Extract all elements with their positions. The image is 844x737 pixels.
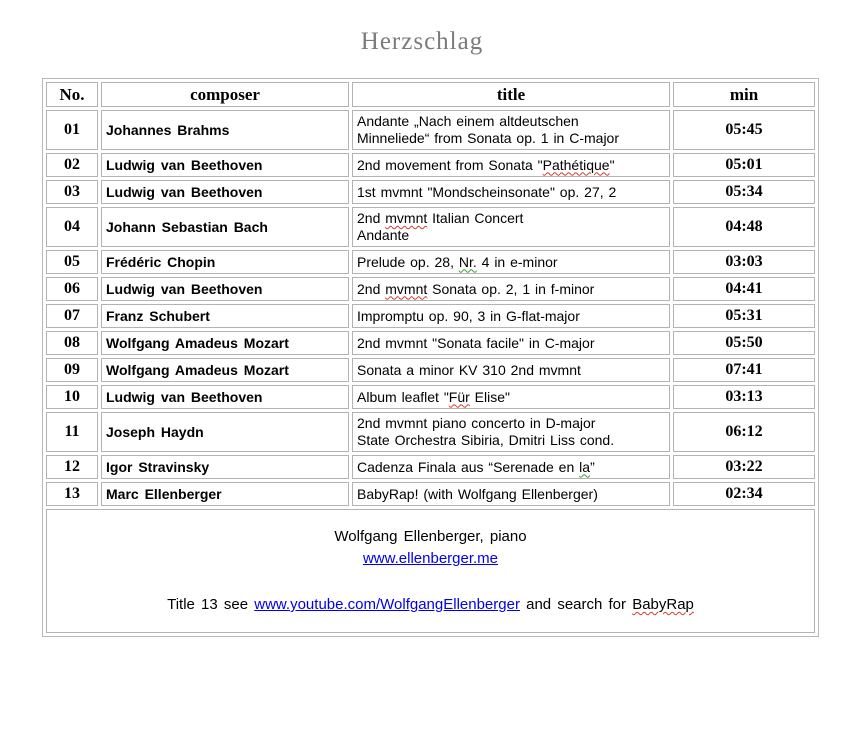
track-title-line	[357, 157, 665, 174]
track-composer: Wolfgang Amadeus Mozart	[101, 358, 349, 382]
track-row	[46, 455, 815, 479]
track-title	[352, 358, 670, 382]
track-no: 12	[46, 455, 98, 479]
track-title-line	[357, 227, 665, 244]
track-no: 11	[46, 412, 98, 452]
track-title-line	[357, 130, 665, 147]
track-no: 02	[46, 153, 98, 177]
track-min: 03:03	[673, 250, 815, 274]
track-title	[352, 250, 670, 274]
ellenberger-site-link[interactable]: www.ellenberger.me	[362, 550, 499, 567]
track-row	[46, 153, 815, 177]
track-table-footer	[46, 509, 815, 633]
title-text: Prelude op. 28,	[357, 253, 459, 270]
track-min: 02:34	[673, 482, 815, 506]
track-composer: Igor Stravinsky	[101, 455, 349, 479]
track-title-line	[357, 459, 665, 476]
track-row	[46, 110, 815, 150]
track-composer: Ludwig van Beethoven	[101, 180, 349, 204]
title-text: Elise"	[469, 388, 511, 405]
title-text: Italian Concert	[427, 210, 524, 226]
track-composer: Franz Schubert	[101, 304, 349, 328]
track-min: 05:45	[673, 110, 815, 150]
note-line	[51, 594, 810, 616]
title-text: "	[609, 156, 615, 173]
track-composer: Joseph Haydn	[101, 412, 349, 452]
header-title: title	[352, 82, 670, 107]
title-text: ”	[590, 458, 595, 475]
credit-line: Wolfgang Ellenberger, piano	[334, 528, 527, 545]
track-row	[46, 277, 815, 301]
title-text: 2nd mvmnt "Sonata facile" in C-major	[357, 334, 595, 351]
track-title-line	[357, 389, 665, 406]
misspelled-word: Pathétique	[542, 156, 610, 173]
track-title	[352, 153, 670, 177]
track-title-line	[357, 432, 665, 449]
grammar-flagged-word: Nr.	[458, 253, 477, 270]
track-row	[46, 304, 815, 328]
track-title	[352, 455, 670, 479]
track-row	[46, 250, 815, 274]
title-text: BabyRap! (with Wolfgang Ellenberger)	[357, 485, 598, 502]
track-title	[352, 277, 670, 301]
track-min: 05:34	[673, 180, 815, 204]
track-min: 05:01	[673, 153, 815, 177]
track-min: 03:22	[673, 455, 815, 479]
header-min: min	[673, 82, 815, 107]
track-title-line	[357, 308, 665, 325]
track-row	[46, 207, 815, 247]
note-prefix: Title 13 see	[167, 596, 255, 613]
track-no: 09	[46, 358, 98, 382]
track-no: 13	[46, 482, 98, 506]
track-title-line	[357, 362, 665, 379]
track-title	[352, 304, 670, 328]
misspelled-word: mvmnt	[385, 210, 428, 226]
track-title-line	[357, 210, 665, 227]
track-table	[42, 78, 819, 637]
track-title-line	[357, 254, 665, 271]
track-min: 04:41	[673, 277, 815, 301]
track-composer: Ludwig van Beethoven	[101, 277, 349, 301]
title-text: Impromptu op. 90, 3 in G-flat-major	[357, 307, 580, 324]
track-min: 05:31	[673, 304, 815, 328]
track-title	[352, 207, 670, 247]
footer-row	[46, 509, 815, 633]
title-text: 4 in e-minor	[476, 253, 558, 270]
track-title	[352, 482, 670, 506]
title-text: 2nd	[357, 210, 386, 226]
track-no: 01	[46, 110, 98, 150]
track-title	[352, 110, 670, 150]
track-no: 03	[46, 180, 98, 204]
track-title-line	[357, 184, 665, 201]
track-row	[46, 482, 815, 506]
header-row	[46, 82, 815, 107]
title-text: Cadenza Finala aus “Serenade en	[357, 458, 580, 475]
track-title	[352, 385, 670, 409]
title-text: Minneliede“ from Sonata op. 1 in C-major	[357, 130, 620, 146]
title-text: 2nd	[357, 280, 386, 297]
track-min: 05:50	[673, 331, 815, 355]
title-text: 2nd movement from Sonata "	[357, 156, 543, 173]
header-no: No.	[46, 82, 98, 107]
title-text: 1st mvmnt "Mondscheinsonate" op. 27, 2	[357, 183, 617, 200]
track-title-line	[357, 335, 665, 352]
track-title	[352, 412, 670, 452]
note-word-babyrap: BabyRap	[632, 596, 694, 613]
note-middle: and search for	[519, 596, 633, 613]
track-composer: Wolfgang Amadeus Mozart	[101, 331, 349, 355]
misspelled-word: mvmnt	[385, 280, 428, 297]
track-no: 10	[46, 385, 98, 409]
track-table-header	[46, 82, 815, 107]
track-min: 07:41	[673, 358, 815, 382]
track-composer: Marc Ellenberger	[101, 482, 349, 506]
track-table-body	[46, 110, 815, 506]
track-no: 07	[46, 304, 98, 328]
youtube-link[interactable]: www.youtube.com/WolfgangEllenberger	[254, 596, 520, 613]
track-composer: Frédéric Chopin	[101, 250, 349, 274]
title-text: Sonata op. 2, 1 in f-minor	[427, 280, 595, 297]
credit-block	[51, 526, 810, 570]
track-title-line	[357, 486, 665, 503]
track-no: 05	[46, 250, 98, 274]
title-text: Sonata a minor KV 310 2nd mvmnt	[357, 361, 581, 378]
title-text: Album leaflet "	[357, 388, 449, 405]
track-row	[46, 385, 815, 409]
track-row	[46, 331, 815, 355]
title-text: State Orchestra Sibiria, Dmitri Liss cond.	[357, 432, 615, 448]
track-composer: Johannes Brahms	[101, 110, 349, 150]
track-no: 04	[46, 207, 98, 247]
title-text: Andante	[357, 227, 410, 243]
header-composer: composer	[101, 82, 349, 107]
title-text: 2nd mvmnt piano concerto in D-major	[357, 415, 596, 431]
misspelled-word: Für	[448, 388, 470, 405]
page-title: Herzschlag	[360, 28, 484, 55]
track-row	[46, 180, 815, 204]
track-no: 08	[46, 331, 98, 355]
track-min: 06:12	[673, 412, 815, 452]
track-no: 06	[46, 277, 98, 301]
title-text: Andante „Nach einem altdeutschen	[357, 113, 579, 129]
track-title-line	[357, 415, 665, 432]
track-composer: Ludwig van Beethoven	[101, 385, 349, 409]
grammar-flagged-word: la	[579, 458, 591, 475]
track-title	[352, 331, 670, 355]
track-min: 03:13	[673, 385, 815, 409]
track-row	[46, 358, 815, 382]
track-row	[46, 412, 815, 452]
footer-cell	[46, 509, 815, 633]
track-title-line	[357, 281, 665, 298]
track-min: 04:48	[673, 207, 815, 247]
track-composer: Ludwig van Beethoven	[101, 153, 349, 177]
track-title	[352, 180, 670, 204]
track-title-line	[357, 113, 665, 130]
track-composer: Johann Sebastian Bach	[101, 207, 349, 247]
